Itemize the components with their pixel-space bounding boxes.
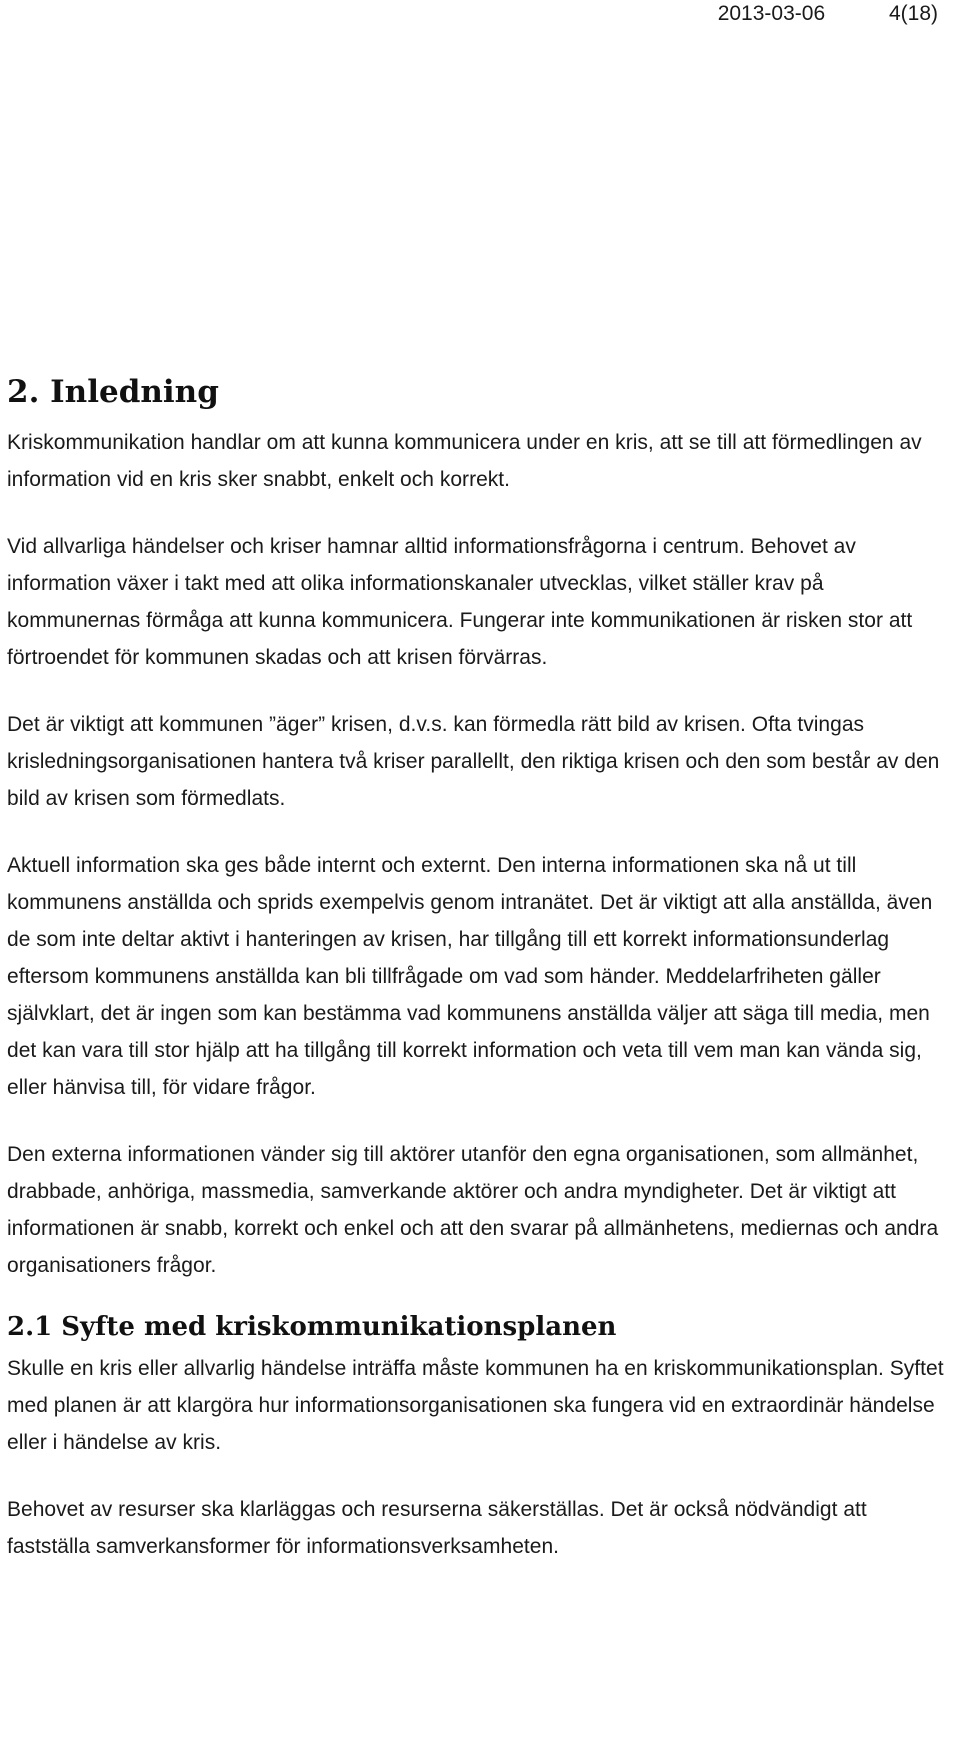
paragraph-internal-information: Aktuell information ska ges både internt och externt. Den interna informationen ska nå ut till kommunens anställda och sprids exempelvis genom intranätet. Det är viktigt att alla anställda, även de som inte deltar aktivt i hanteringen av krisen, har tillgång till ett korrekt informationsunderlag eftersom kommunens anställda kan bli tillfrågade om vad som händer. Meddelarfriheten gäller självklart, det är ingen som kan bestämma vad kommunens anställda väljer att säga till media, men det kan vara till stor hjälp att ha tillgång till korrekt information och veta till vem man kan vända sig, eller hänvisa till, för vidare frågor. [7,854,933,1099]
paragraph-own-the-crisis: Det är viktigt att kommunen ”äger” krisen, d.v.s. kan förmedla rätt bild av krisen. Ofta tvingas krisledningsorganisationen hantera två kriser parallellt, den riktiga krisen och den som består av den bild av krisen som förmedlats. [7,713,940,810]
page-number: 4(18) [888,2,938,25]
page-header [718,0,938,28]
subsection-heading: 2.1 Syfte med kriskommunikationsplanen [7,1312,617,1342]
paragraph-external-information: Den externa informationen vänder sig till aktörer utanför den egna organisationen, som allmänhet, drabbade, anhöriga, massmedia, samverkande aktörer och andra myndigheter. Det är viktigt att informationen är snabb, korrekt och enkel och att den svarar på allmänhetens, mediernas och andra organisationers frågor. [7,1143,939,1277]
paragraph-information-needs: Vid allvarliga händelser och kriser hamnar alltid informationsfrågorna i centrum. Behovet av information växer i takt med att olika informationskanaler utvecklas, vilket ställer krav på kommunernas förmåga att kunna kommunicera. Fungerar inte kommunikationen är risken stor att förtroendet för kommunen skadas och att krisen förvärras. [7,535,913,669]
document-date: 2013-03-06 [717,2,826,25]
document-body [7,372,947,1565]
section-heading: 2. Inledning [7,374,219,410]
paragraph-intro: Kriskommunikation handlar om att kunna kommunicera under en kris, att se till att förmedlingen av information vid en kris sker snabbt, enkelt och korrekt. [7,431,922,491]
paragraph-resources: Behovet av resurser ska klarläggas och resurserna säkerställas. Det är också nödvändigt att fastställa samverkansformer för informationsverksamheten. [7,1498,867,1558]
paragraph-purpose: Skulle en kris eller allvarlig händelse inträffa måste kommunen ha en kriskommunikationsplan. Syftet med planen är att klargöra hur informationsorganisationen ska fungera vid en extraordinär händelse eller i händelse av kris. [7,1357,944,1454]
